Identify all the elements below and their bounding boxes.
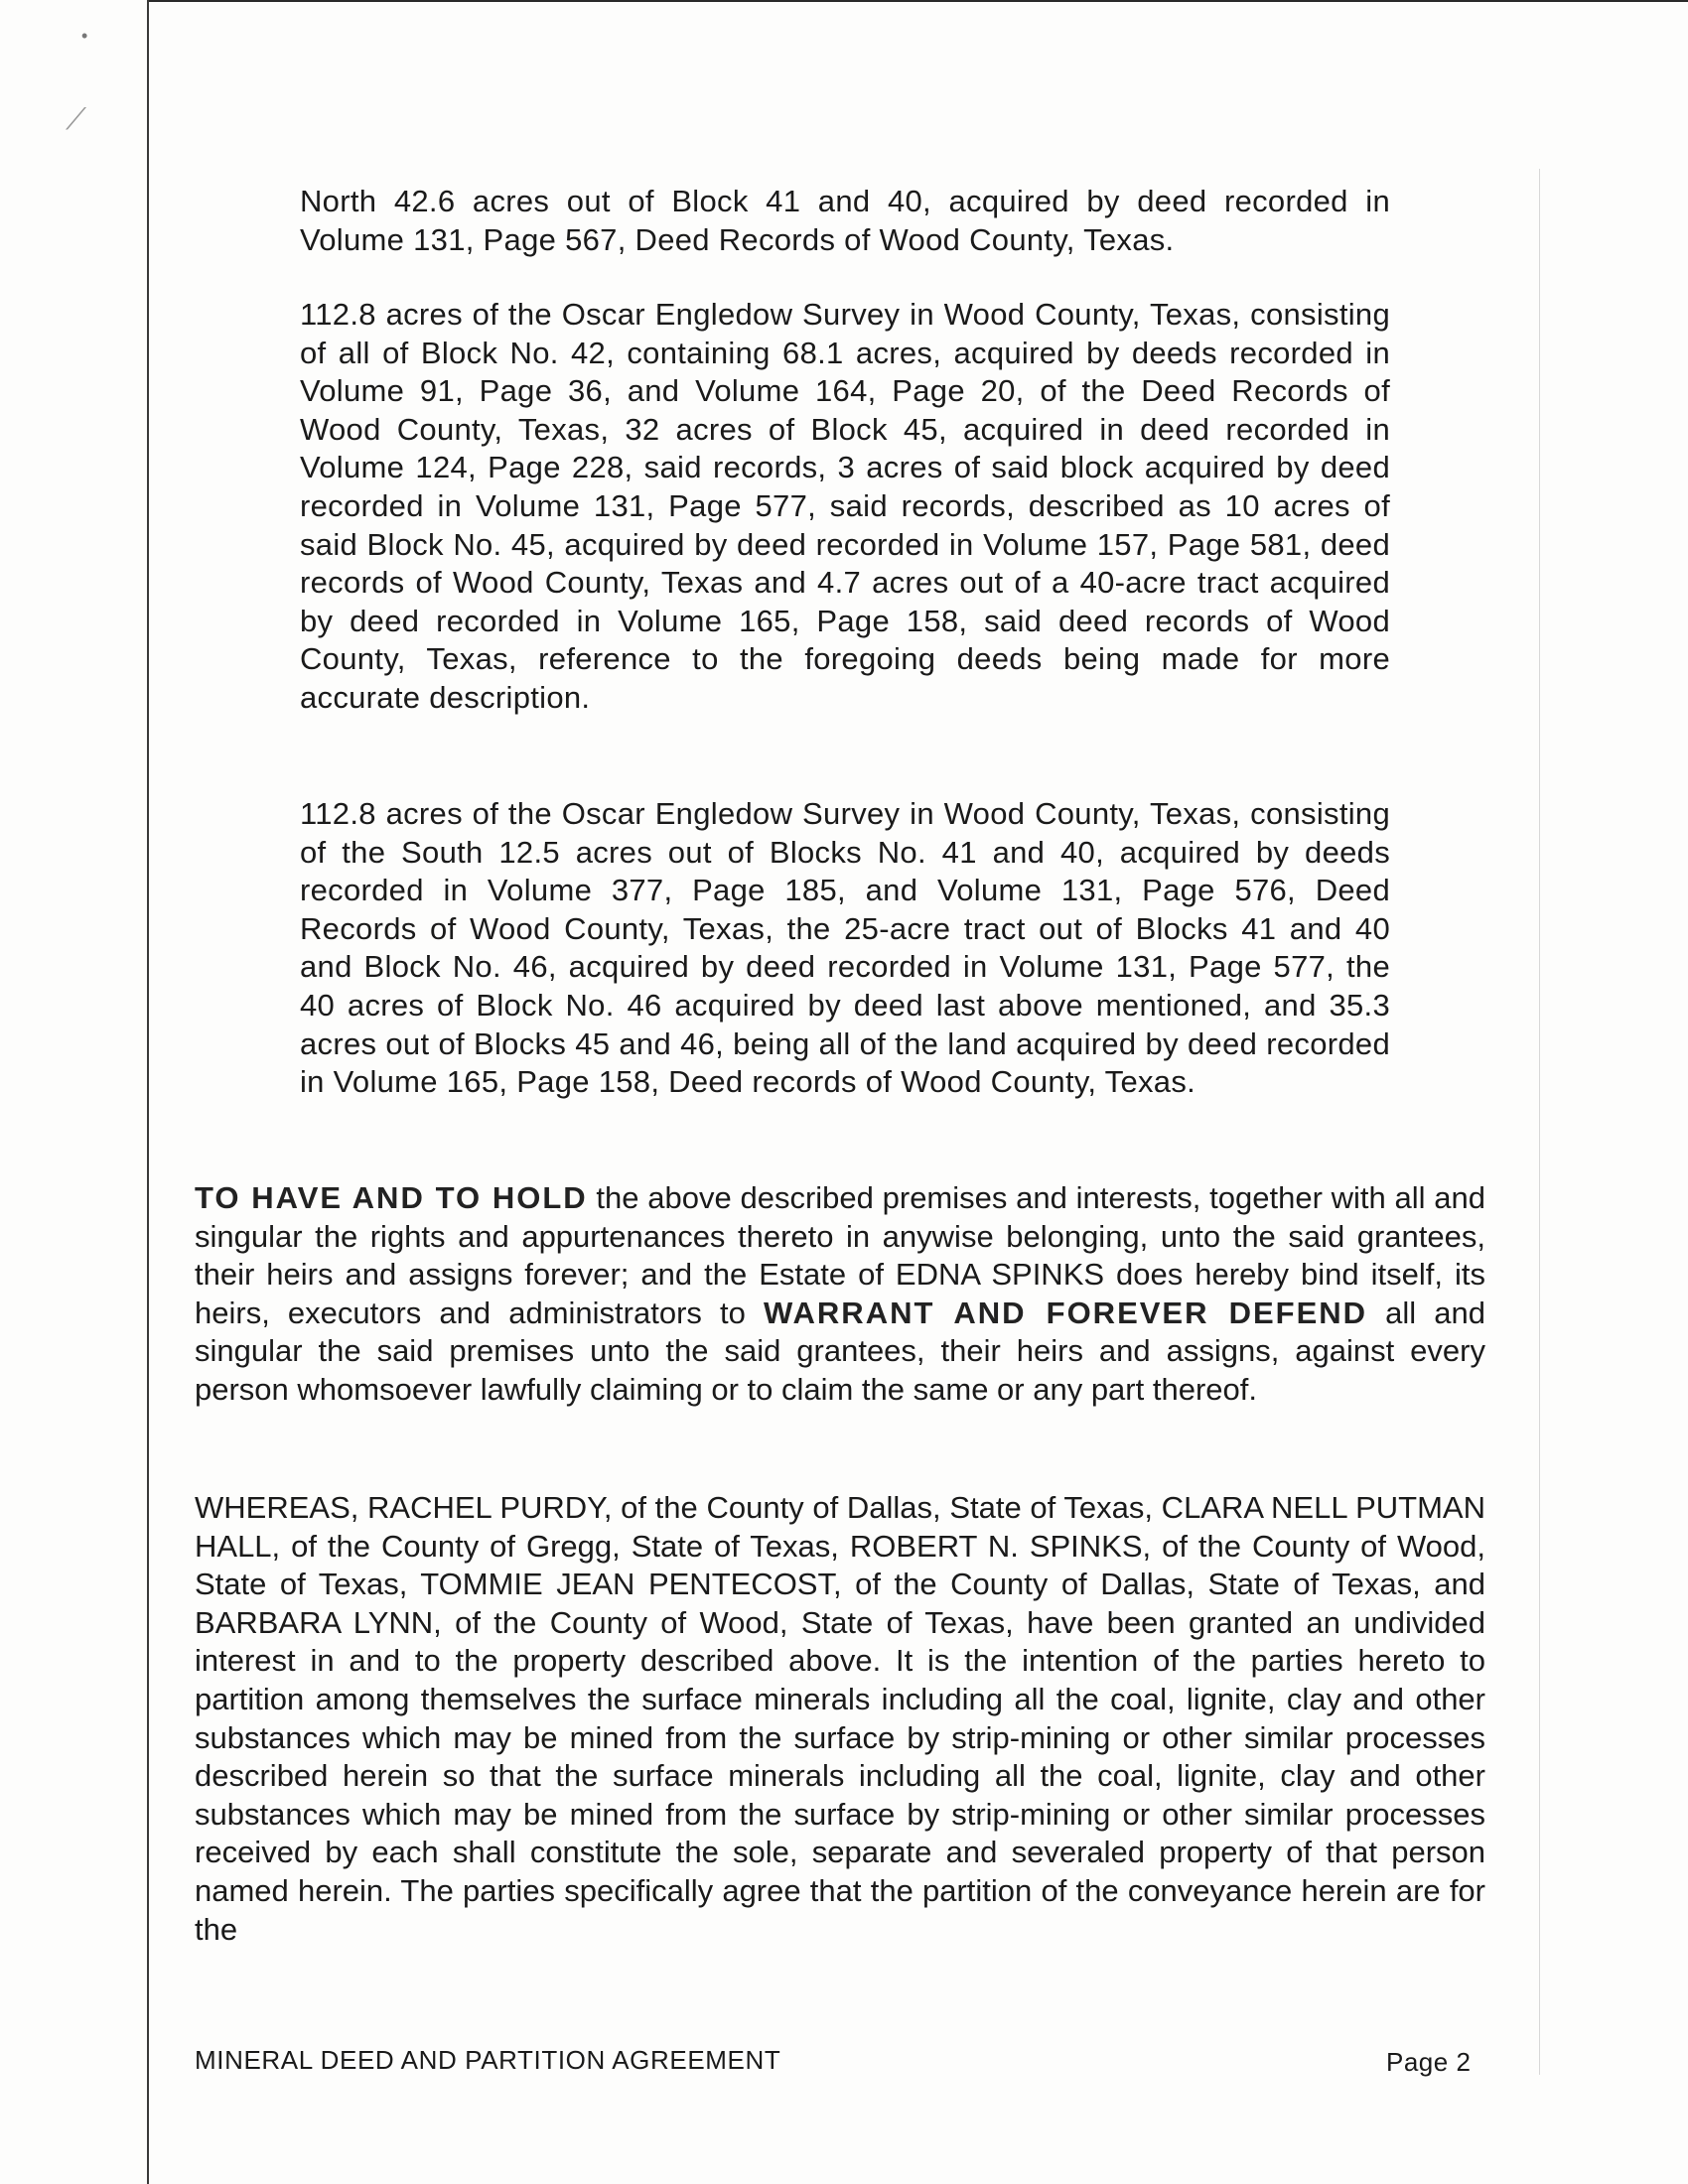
scan-mark: ⟋ bbox=[66, 103, 86, 136]
paragraph-north-acres: North 42.6 acres out of Block 41 and 40, acquired by deed recorded in Volume 131, Page 567, Deed Records of Wood County, Texas. bbox=[300, 184, 1390, 257]
right-margin-line bbox=[1539, 169, 1540, 2075]
left-margin-line bbox=[147, 0, 149, 2184]
to-have-and-to-hold-heading: TO HAVE AND TO HOLD bbox=[195, 1180, 588, 1215]
habendum-clause bbox=[195, 1179, 1485, 1410]
warrant-and-defend-phrase: WARRANT AND FOREVER DEFEND bbox=[763, 1295, 1368, 1330]
footer-page-number: Page 2 bbox=[1386, 2047, 1472, 2077]
footer-document-title: MINERAL DEED AND PARTITION AGREEMENT bbox=[195, 2045, 781, 2075]
habendum-text-part1: the above described premises and interests, together with all and singular the rights and appurtenances thereto in anywise belonging, unto the said grantees, their heirs and assigns forever; and the Estate of EDNA SPINKS does hereby bind itself, its heirs, executors and administrators to bbox=[195, 1180, 1486, 1330]
habendum-text-part2: all and singular the said premises unto the said grantees, their heirs and assigns, against every person whomsoever lawfully claiming or to claim the same or any part thereof. bbox=[195, 1295, 1485, 1407]
scan-speck: • bbox=[81, 26, 88, 46]
paragraph-oscar-engledow-south-acres: 112.8 acres of the Oscar Engledow Survey in Wood County, Texas, consisting of the South 12.5 acres out of Blocks No. 41 and 40, acquired by deeds recorded in Volume 377, Page 185, and Volume 131, Page 576, Deed Records of Wood County, Texas, the 25-acre tract out of Blocks 41 and 40 and Block No. 46, acquired by deed recorded in Volume 131, Page 577, the 40 acres of Block No. 46 acquired by deed last above mentioned, and 35.3 acres out of Blocks 45 and 46, being all of the land acquired by deed recorded in Volume 165, Page 158, Deed records of Wood County, Texas. bbox=[300, 796, 1390, 1100]
whereas-paragraph: WHEREAS, RACHEL PURDY, of the County of Dallas, State of Texas, CLARA NELL PUTMAN HALL, of the County of Gregg, State of Texas, ROBERT N. SPINKS, of the County of Wood, State of Texas, TOMMIE JEAN PENTECOST, of the County of Dallas, State of Texas, and BARBARA LYNN, of the County of Wood, State of Texas, have been granted an undivided interest in and to the property described above. It is the intention of the parties hereto to partition among themselves the surface minerals including all the coal, lignite, clay and other substances which may be mined from the surface by strip-mining or other similar processes described herein so that the surface minerals including all the coal, lignite, clay and other substances which may be mined from the surface by strip-mining or other similar processes received by each shall constitute the sole, separate and severaled property of that person named herein. The parties specifically agree that the partition of the conveyance herein are for the bbox=[195, 1490, 1485, 1947]
top-edge-line bbox=[149, 0, 1688, 2]
paragraph-oscar-engledow-block-42: 112.8 acres of the Oscar Engledow Survey in Wood County, Texas, consisting of all of Block No. 42, containing 68.1 acres, acquired by deeds recorded in Volume 91, Page 36, and Volume 164, Page 20, of the Deed Records of Wood County, Texas, 32 acres of Block 45, acquired in deed recorded in Volume 124, Page 228, said records, 3 acres of said block acquired by deed recorded in Volume 131, Page 577, said records, described as 10 acres of said Block No. 45, acquired by deed recorded in Volume 157, Page 581, deed records of Wood County, Texas and 4.7 acres out of a 40-acre tract acquired by deed recorded in Volume 165, Page 158, said deed records of Wood County, Texas, reference to the foregoing deeds being made for more accurate description. bbox=[300, 297, 1390, 715]
